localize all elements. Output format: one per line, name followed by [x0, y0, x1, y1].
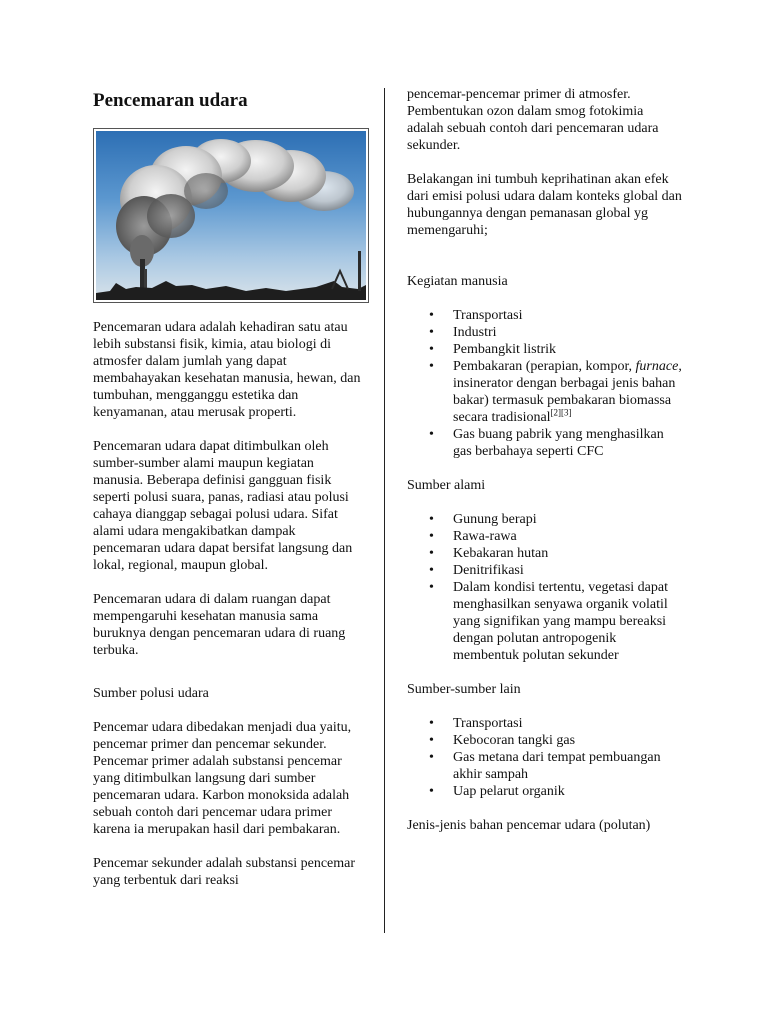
section-heading-sources: Sumber polusi udara: [93, 686, 209, 701]
list-item: • Gunung berapi: [429, 512, 537, 527]
list-item: • Gas buang pabrik yang menghasilkan gas berbahaya seperti CFC: [429, 427, 664, 459]
global-concern-paragraph: Belakangan ini tumbuh keprihatinan akan efek dari emisi polusi udara dalam konteks global dan hubungannya dengan pemanasan global yg memengaruhi;: [407, 172, 682, 238]
list-item: • Uap pelarut organik: [429, 784, 565, 799]
heading-other-sources: Sumber-sumber lain: [407, 682, 521, 697]
heading-human-activities: Kegiatan manusia: [407, 274, 508, 289]
left-column: [93, 86, 365, 889]
intro-paragraph: Pencemaran udara adalah kehadiran satu atau lebih substansi fisik, kimia, atau biologi di atmosfer dalam jumlah yang dapat membahayakan kesehatan manusia, hewan, dan tumbuhan, mengganggu estetika dan kenyamanan, atau merusak properti.: [93, 320, 361, 420]
other-sources-list: [407, 715, 682, 800]
list-item: • Kebocoran tangki gas: [429, 733, 576, 748]
indoor-paragraph: Pencemaran udara di dalam ruangan dapat mempengaruhi kesehatan manusia sama buruknya dengan pencemaran udara di ruang terbuka.: [93, 592, 346, 658]
list-item: • Transportasi: [429, 716, 523, 731]
secondary-continued-paragraph: pencemar-pencemar primer di atmosfer. Pembentukan ozon dalam smog fotokimia adalah sebuah contoh dari pencemaran udara sekunder.: [407, 87, 659, 153]
list-item: • Dalam kondisi tertentu, vegetasi dapat menghasilkan senyawa organik volatil yang signifikan yang mampu bereaksi dengan polutan antropogenik membentuk polutan sekunder: [429, 580, 668, 663]
list-item: • Denitrifikasi: [429, 563, 524, 578]
page-title: Pencemaran udara: [93, 90, 248, 111]
list-item: • Kebakaran hutan: [429, 546, 549, 561]
list-item: • Industri: [429, 325, 497, 340]
list-item: • Transportasi: [429, 308, 523, 323]
citation-link[interactable]: [2][3]: [550, 407, 572, 418]
human-activities-list: [407, 307, 682, 460]
right-column: [407, 86, 682, 834]
heading-pollutant-types: Jenis-jenis bahan pencemar udara (polutan): [407, 818, 651, 833]
heading-natural-sources: Sumber alami: [407, 478, 486, 493]
natural-sources-list: [407, 511, 682, 664]
list-item: • Gas metana dari tempat pembuangan akhir sampah: [429, 750, 661, 782]
column-divider: [384, 88, 385, 933]
list-item: • Rawa-rawa: [429, 529, 517, 544]
sources-paragraph: Pencemaran udara dapat ditimbulkan oleh sumber-sumber alami maupun kegiatan manusia. Beberapa definisi gangguan fisik seperti polusi suara, panas, radiasi atau polusi cahaya dianggap sebagai polusi udara. Sifat alami udara mengakibatkan dampak pencemaran udara dapat bersifat langsung dan lokal, regional, maupun global.: [93, 439, 353, 573]
smokestack-photo: [93, 128, 369, 303]
list-item: • Pembakaran (perapian, kompor, furnace, insinerator dengan berbagai jenis bahan bakar) termasuk pembakaran biomassa secara tradisional[2][3]: [429, 359, 682, 425]
primary-secondary-paragraph: Pencemar udara dibedakan menjadi dua yaitu, pencemar primer dan pencemar sekunder. Pencemar primer adalah substansi pencemar yang ditimbulkan langsung dari sumber pencemaran udara. Karbon monoksida adalah sebuah contoh dari pencemar udara primer karena ia merupakan hasil dari pembakaran.: [93, 720, 352, 837]
secondary-paragraph: Pencemar sekunder adalah substansi pencemar yang terbentuk dari reaksi: [93, 856, 356, 888]
list-item: • Pembangkit listrik: [429, 342, 557, 357]
smoke-plume-illustration: [96, 131, 366, 300]
